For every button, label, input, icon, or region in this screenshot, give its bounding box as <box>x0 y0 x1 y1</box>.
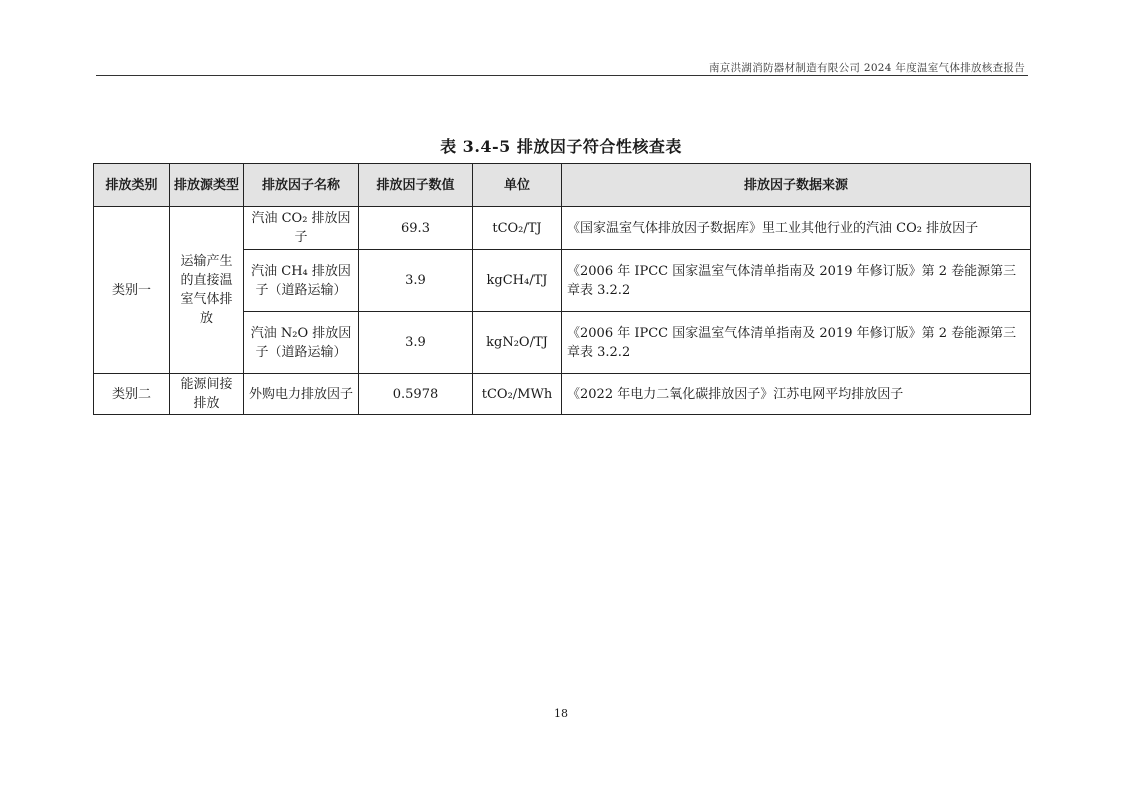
page-number: 18 <box>554 707 568 720</box>
header-data-source: 排放因子数据来源 <box>562 164 1031 207</box>
header-unit: 单位 <box>473 164 562 207</box>
table-title: 表 3.4-5 排放因子符合性核查表 <box>440 137 682 156</box>
header-category: 排放类别 <box>94 164 170 207</box>
emission-factor-table <box>93 163 1031 415</box>
source-type-cell: 能源间接排放 <box>170 374 244 415</box>
factor-name-cell: 汽油 N₂O 排放因子（道路运输） <box>244 312 359 374</box>
factor-value-cell: 69.3 <box>359 207 473 250</box>
source-type-cell: 运输产生的直接温室气体排放 <box>170 207 244 374</box>
factor-value-cell: 3.9 <box>359 312 473 374</box>
header-source-type: 排放源类型 <box>170 164 244 207</box>
report-header: 南京洪湖消防器材制造有限公司 2024 年度温室气体排放核查报告 <box>709 62 1025 74</box>
data-source-cell: 《2022 年电力二氧化碳排放因子》江苏电网平均排放因子 <box>562 374 1031 415</box>
unit-cell: tCO₂/MWh <box>473 374 562 415</box>
category-cell: 类别一 <box>94 207 170 374</box>
factor-value-cell: 0.5978 <box>359 374 473 415</box>
data-source-cell: 《2006 年 IPCC 国家温室气体清单指南及 2019 年修订版》第 2 卷能源第三章表 3.2.2 <box>562 312 1031 374</box>
factor-name-cell: 外购电力排放因子 <box>244 374 359 415</box>
data-source-cell: 《2006 年 IPCC 国家温室气体清单指南及 2019 年修订版》第 2 卷能源第三章表 3.2.2 <box>562 250 1031 312</box>
factor-name-cell: 汽油 CH₄ 排放因子（道路运输） <box>244 250 359 312</box>
data-source-cell: 《国家温室气体排放因子数据库》里工业其他行业的汽油 CO₂ 排放因子 <box>562 207 1031 250</box>
header-factor-value: 排放因子数值 <box>359 164 473 207</box>
unit-cell: kgN₂O/TJ <box>473 312 562 374</box>
unit-cell: tCO₂/TJ <box>473 207 562 250</box>
unit-cell: kgCH₄/TJ <box>473 250 562 312</box>
category-cell: 类别二 <box>94 374 170 415</box>
header-factor-name: 排放因子名称 <box>244 164 359 207</box>
header-divider <box>96 75 1028 76</box>
table-row <box>94 374 1031 415</box>
table-row <box>94 207 1031 250</box>
table-header-row <box>94 164 1031 207</box>
factor-value-cell: 3.9 <box>359 250 473 312</box>
factor-name-cell: 汽油 CO₂ 排放因子 <box>244 207 359 250</box>
